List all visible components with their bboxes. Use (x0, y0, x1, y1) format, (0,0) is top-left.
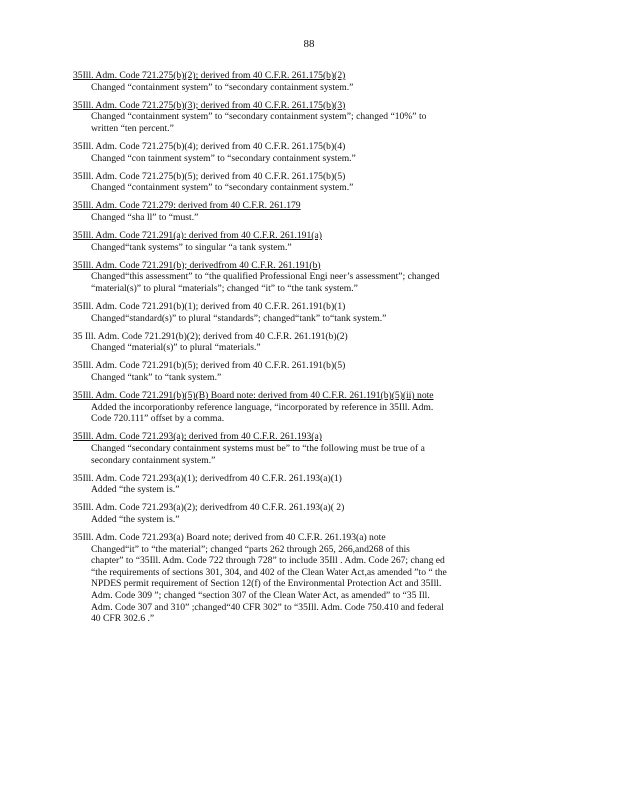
entry-citation: 35Ill. Adm. Code 721.293(a)(1); derivedfrom 40 C.F.R. 261.193(a)(1) (73, 472, 342, 484)
entry-citation: 35Ill. Adm. Code 721.291(b)(1); derived from 40 C.F.R. 261.191(b)(1) (73, 301, 346, 312)
entry-change-description: Added “the system is.” (91, 513, 180, 525)
entry-change-description: Changed “secondary containment systems must be” to “the following must be true of a secondary containment system.” (91, 442, 425, 466)
entry-citation: 35Ill. Adm. Code 721.291(b)(5)(B) Board note: derived from 40 C.F.R. 261.191(b)(5)(ii) note (73, 390, 434, 402)
amendment-entry (73, 171, 533, 194)
entry-change-description: Changed“tank systems” to singular “a tank system.” (91, 241, 292, 253)
amendment-entry (73, 431, 533, 466)
entry-citation: 35Ill. Adm. Code 721.291(b); derivedfrom 40 C.F.R. 261.191(b) (73, 259, 321, 271)
entry-change-description: Changed “con tainment system” to “secondary containment system.” (91, 152, 356, 164)
amendment-entry (73, 532, 533, 625)
amendment-entry (73, 100, 533, 135)
entry-change-description: Added the incorporationby reference language, “incorporated by reference in 35Ill. Adm. Code 720.111” offset by a comma. (91, 401, 434, 425)
entry-change-description: Changed “tank” to “tank system.” (91, 371, 222, 383)
entry-citation: 35Ill. Adm. Code 721.275(b)(4); derived from 40 C.F.R. 261.175(b)(4) (73, 140, 346, 152)
amendment-entry (73, 390, 533, 425)
amendment-entry (73, 473, 533, 496)
amendment-entry (73, 331, 533, 354)
entry-change-description: Changed “containment system” to “secondary containment system.” (91, 81, 354, 93)
entry-citation: 35Ill. Adm. Code 721.293(a)(2); derivedfrom 40 C.F.R. 261.193(a)( 2) (73, 502, 345, 514)
entry-citation: 35Ill. Adm. Code 721.291(a): derived from 40 C.F.R. 261.191(a) (73, 230, 322, 242)
entry-change-description: Changed“it” to “the material”; changed “parts 262 through 265, 266,and268 of this chapter” to “35Ill. Adm. Code 722 through 728” to include 35Ill . Adm. Code 267; chang ed “the requirements of sections 301, 304, and 402 of the Clean Water Act,as amended ”to “ the NPDES permit requirement of Section 12(f) of the Environmental Protection Act and 35Ill. Adm. Code 309 ”; changed “section 307 of the Clean Water Act, as amended” to “35 Ill. Adm. Code 307 and 310” ;changed“40 CFR 302” to “35Ill. Adm. Code 750.410 and federal 40 CFR 302.6 .” (91, 543, 447, 625)
entry-change-description: Changed “sha ll” to “must.” (91, 211, 199, 223)
entry-citation: 35Ill. Adm. Code 721.275(b)(5); derived from 40 C.F.R. 261.175(b)(5) (73, 170, 346, 182)
entry-change-description: Changed “containment system” to “secondary containment system”; changed “10%” to written “ten percent.” (91, 111, 427, 134)
entry-citation: 35Ill. Adm. Code 721.291(b)(5); derived from 40 C.F.R. 261.191(b)(5) (73, 360, 346, 372)
entries-list (73, 70, 533, 631)
amendment-entry (73, 200, 533, 223)
entry-change-description: Changed“standard(s)” to plural “standards”; changed“tank” to“tank system.” (91, 312, 387, 324)
entry-change-description: Changed “containment system” to “secondary containment system.” (91, 182, 354, 194)
entry-citation: 35Ill. Adm. Code 721.279: derived from 40 C.F.R. 261.179 (73, 200, 301, 212)
amendment-entry (73, 141, 533, 164)
entry-change-description: Changed“this assessment” to “the qualified Professional Engi neer’s assessment”; changed “material(s)” to plural “materials”; changed “it” to “the tank system.” (91, 271, 440, 294)
amendment-entry (73, 230, 533, 253)
entry-citation: 35Ill. Adm. Code 721.275(b)(2); derived from 40 C.F.R. 261.175(b)(2) (73, 70, 346, 81)
entry-citation: 35Ill. Adm. Code 721.275(b)(3); derived from 40 C.F.R. 261.175(b)(3) (73, 99, 346, 111)
amendment-entry (73, 360, 533, 383)
entry-change-description: Added “the system is.” (91, 484, 180, 496)
amendment-entry (73, 70, 533, 93)
page-number: 88 (303, 38, 315, 50)
entry-change-description: Changed “material(s)” to plural “materials.” (91, 342, 261, 354)
entry-citation: 35Ill. Adm. Code 721.293(a); derived from 40 C.F.R. 261.193(a) (73, 431, 322, 443)
entry-citation: 35 Ill. Adm. Code 721.291(b)(2); derived from 40 C.F.R. 261.191(b)(2) (73, 330, 348, 342)
amendment-entry (73, 502, 533, 525)
amendment-entry (73, 301, 533, 324)
entry-citation: 35Ill. Adm. Code 721.293(a) Board note; derived from 40 C.F.R. 261.193(a) note (73, 532, 386, 543)
amendment-entry (73, 260, 533, 295)
